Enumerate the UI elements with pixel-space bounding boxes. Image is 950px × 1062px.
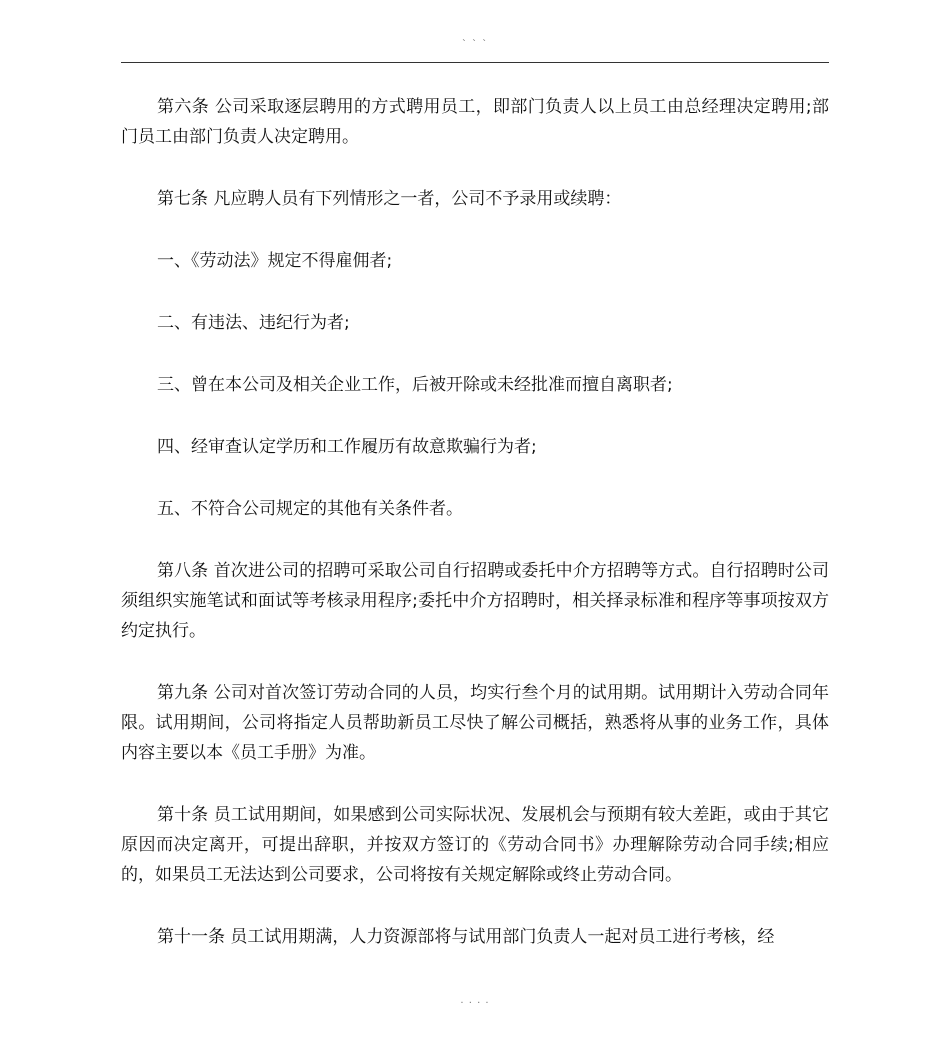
list-item-1: 一、《劳动法》规定不得雇佣者; <box>157 251 393 271</box>
header-divider <box>121 62 829 63</box>
article-8-paragraph: 第八条 首次进公司的招聘可采取公司自行招聘或委托中介方招聘等方式。自行招聘时公司须组织实施笔试和面试等考核录用程序;委托中介方招聘时，相关择录标准和程序等事项按双方约定执行。 <box>121 561 829 641</box>
document-body <box>121 92 829 984</box>
article-7-paragraph: 第七条 凡应聘人员有下列情形之一者，公司不予录用或续聘： <box>157 189 622 209</box>
list-item-5: 五、不符合公司规定的其他有关条件者。 <box>157 499 463 519</box>
header-mark: ` ` ` <box>461 39 489 50</box>
article-11-paragraph: 第十一条 员工试用期满，人力资源部将与试用部门负责人一起对员工进行考核，经 <box>157 927 775 947</box>
list-item-2: 二、有违法、违纪行为者; <box>157 313 350 333</box>
article-10-paragraph: 第十条 员工试用期间，如果感到公司实际状况、发展机会与预期有较大差距，或由于其它原因而决定离开，可提出辞职，并按双方签订的《劳动合同书》办理解除劳动合同手续;相应的，如果员工无法达到公司要求，公司将按有关规定解除或终止劳动合同。 <box>121 805 829 885</box>
footer-mark: . . . . <box>460 995 490 1006</box>
list-item-3: 三、曾在本公司及相关企业工作，后被开除或未经批准而擅自离职者; <box>157 375 673 395</box>
list-item-4: 四、经审查认定学历和工作履历有故意欺骗行为者; <box>157 437 537 457</box>
article-6-paragraph: 第六条 公司采取逐层聘用的方式聘用员工，即部门负责人以上员工由总经理决定聘用;部门员工由部门负责人决定聘用。 <box>121 97 829 147</box>
article-9-paragraph: 第九条 公司对首次签订劳动合同的人员，均实行叁个月的试用期。试用期计入劳动合同年限。试用期间，公司将指定人员帮助新员工尽快了解公司概括，熟悉将从事的业务工作，具体内容主要以本《员工手册》为准。 <box>121 683 829 763</box>
